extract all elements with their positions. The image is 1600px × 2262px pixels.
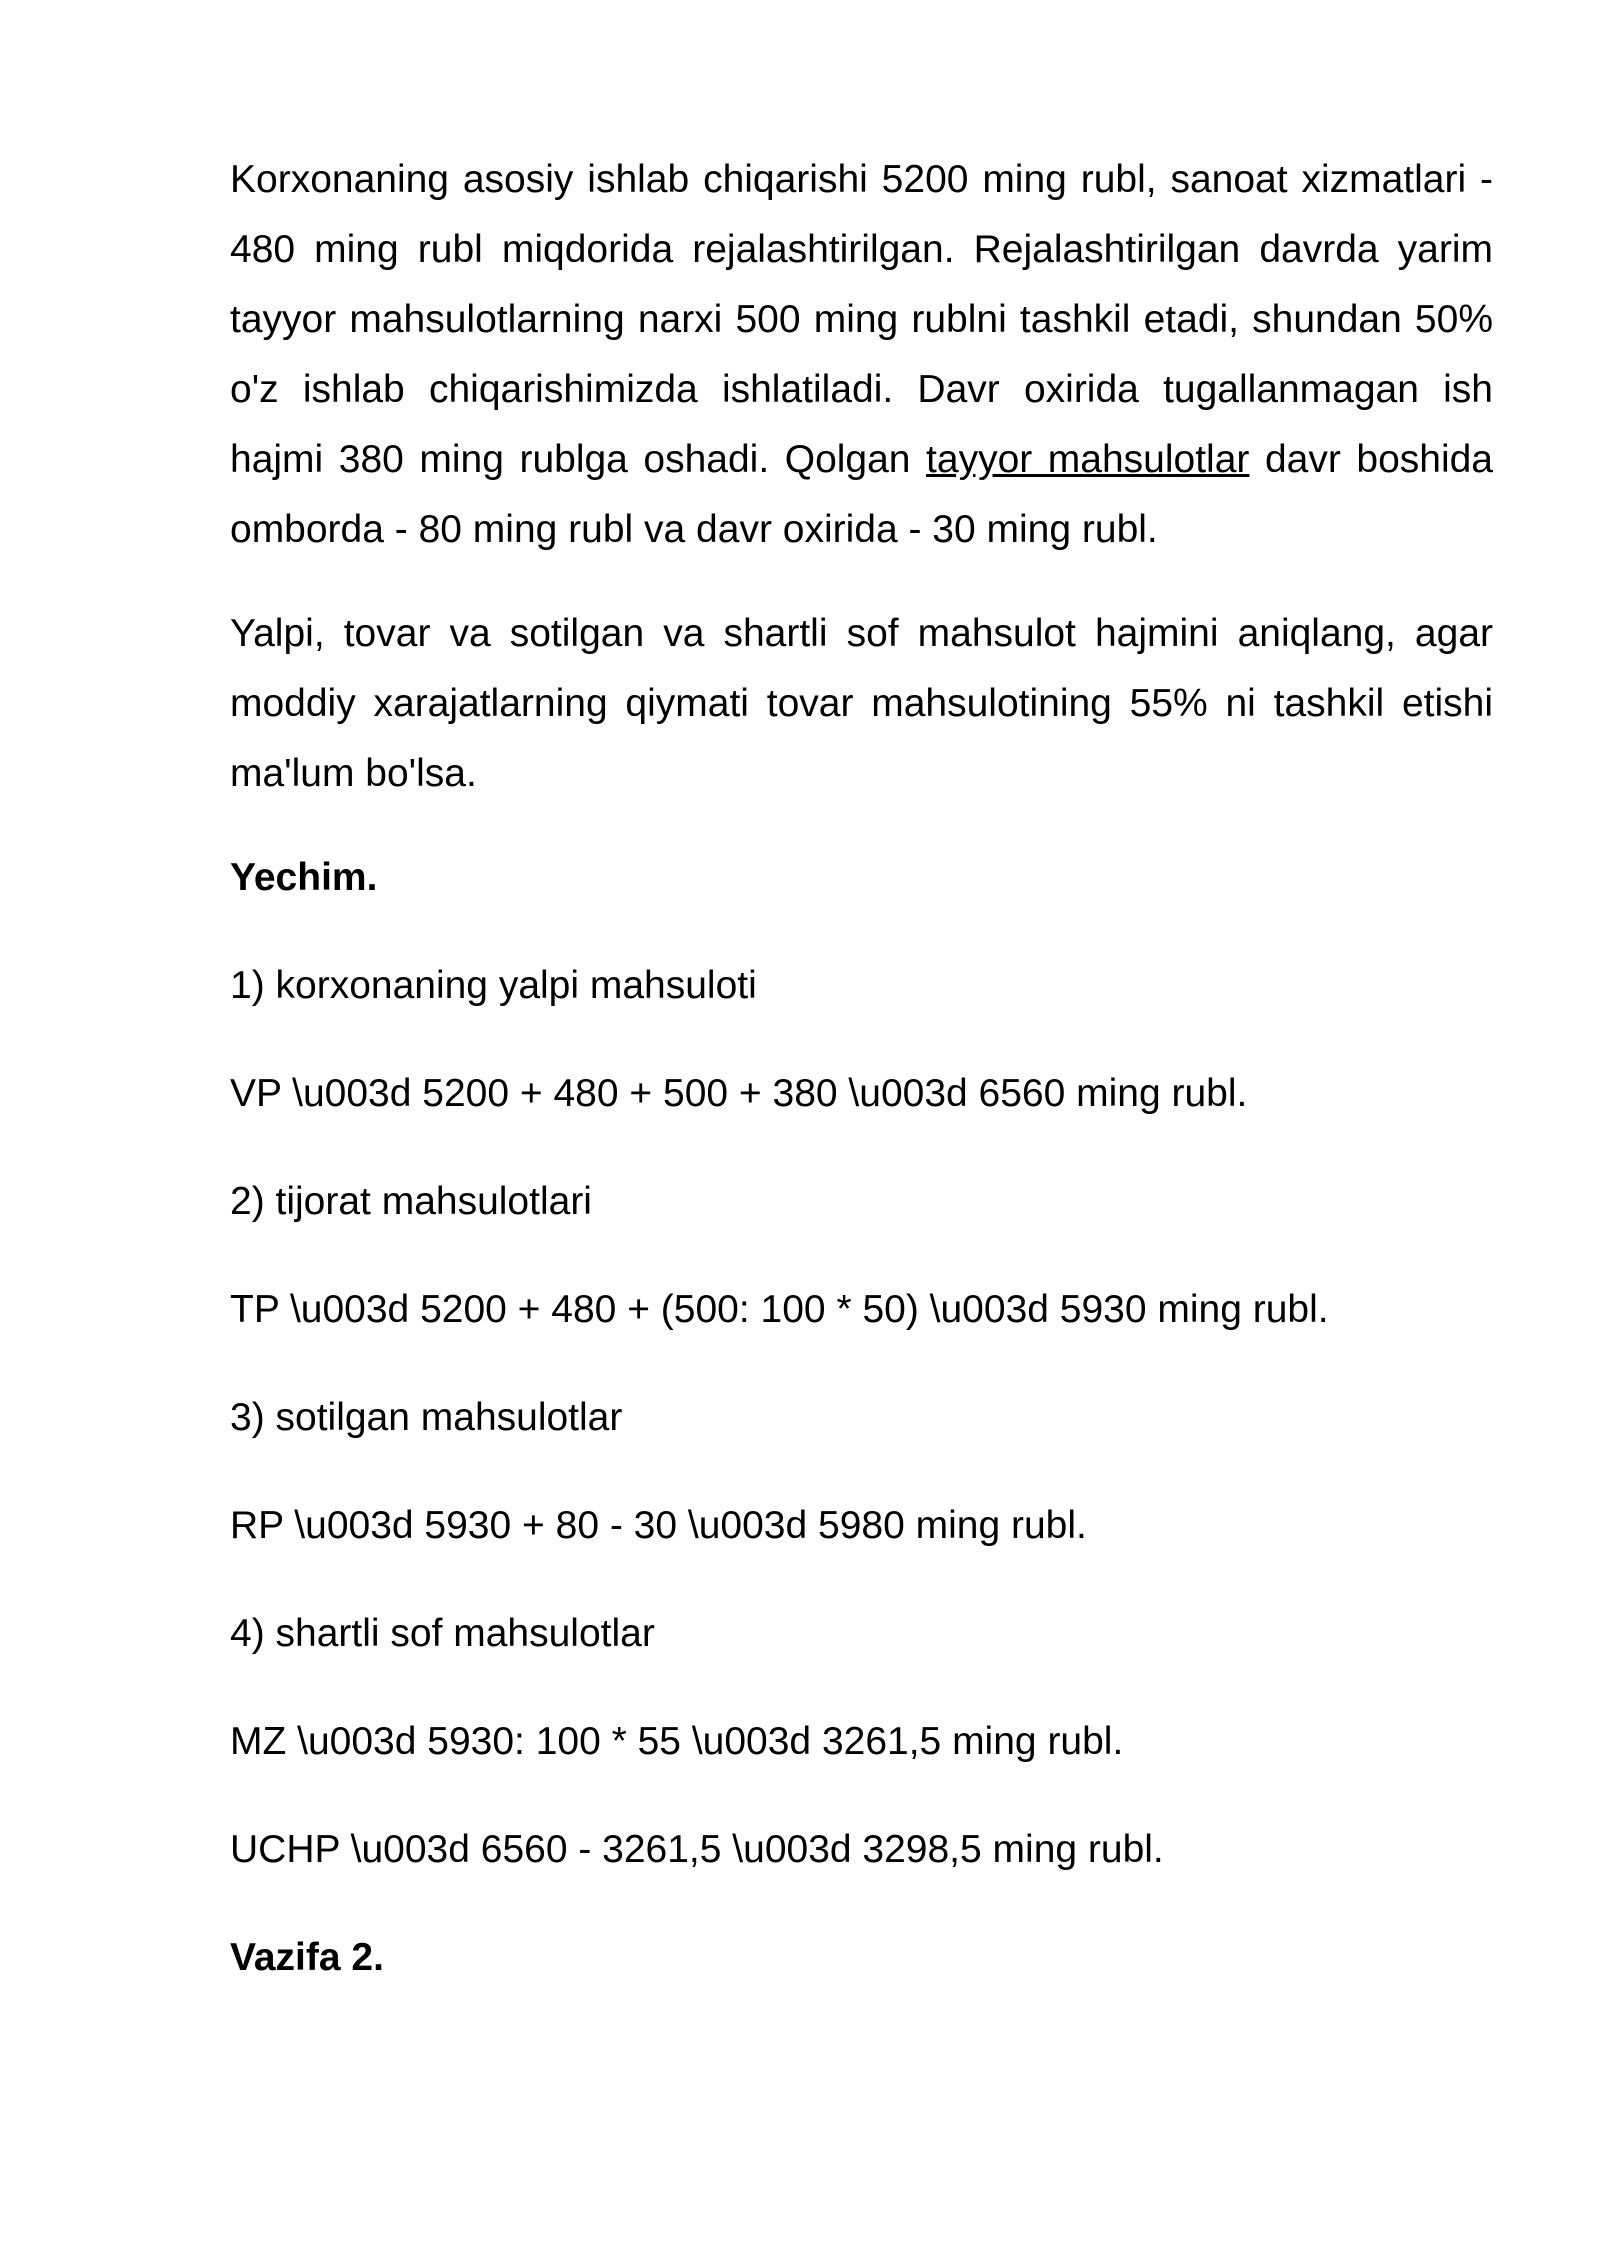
document-page (230, 145, 1493, 2031)
step-2-formula: TP \u003d 5200 + 480 + (500: 100 * 50) \u003d 5930 ming rubl. (230, 1288, 1329, 1331)
step-4-formula-mz: MZ \u003d 5930: 100 * 55 \u003d 3261,5 ming rubl. (230, 1720, 1124, 1763)
problem-text-end: davr boshida omborda - 80 ming rubl va davr oxirida - 30 ming rubl. (230, 438, 1493, 551)
step-3-title: 3) sotilgan mahsulotlar (230, 1396, 623, 1439)
finished-products-link[interactable]: tayyor mahsulotlar (926, 438, 1250, 481)
step-4-formula-uchp: UCHP \u003d 6560 - 3261,5 \u003d 3298,5 ming rubl. (230, 1828, 1164, 1871)
step-4-title: 4) shartli sof mahsulotlar (230, 1612, 655, 1655)
step-1-formula: VP \u003d 5200 + 480 + 500 + 380 \u003d 6560 ming rubl. (230, 1072, 1248, 1115)
problem-statement (230, 145, 1493, 565)
solution-heading: Yechim. (230, 856, 378, 899)
question-paragraph: Yalpi, tovar va sotilgan va shartli sof mahsulot hajmini aniqlang, agar moddiy xarajatlarning qiymati tovar mahsulotining 55% ni tashkil etishi ma'lum bo'lsa. (230, 612, 1493, 795)
step-1-title: 1) korxonaning yalpi mahsuloti (230, 964, 757, 1007)
task-2-heading: Vazifa 2. (230, 1936, 384, 1979)
step-3-formula: RP \u003d 5930 + 80 - 30 \u003d 5980 ming rubl. (230, 1504, 1087, 1547)
step-2-title: 2) tijorat mahsulotlari (230, 1180, 592, 1223)
problem-text-start: Korxonaning asosiy ishlab chiqarishi 5200 ming rubl, sanoat xizmatlari - 480 ming rubl miqdorida rejalashtirilgan. Rejalashtirilgan davrda yarim tayyor mahsulotlarning narxi 500 ming rublni tashkil etadi, shundan 50% o'z ishlab chiqarishimizda ishlatiladi. Davr oxirida tugallanmagan ish hajmi 380 ming rublga oshadi. Qolgan (230, 158, 1493, 481)
